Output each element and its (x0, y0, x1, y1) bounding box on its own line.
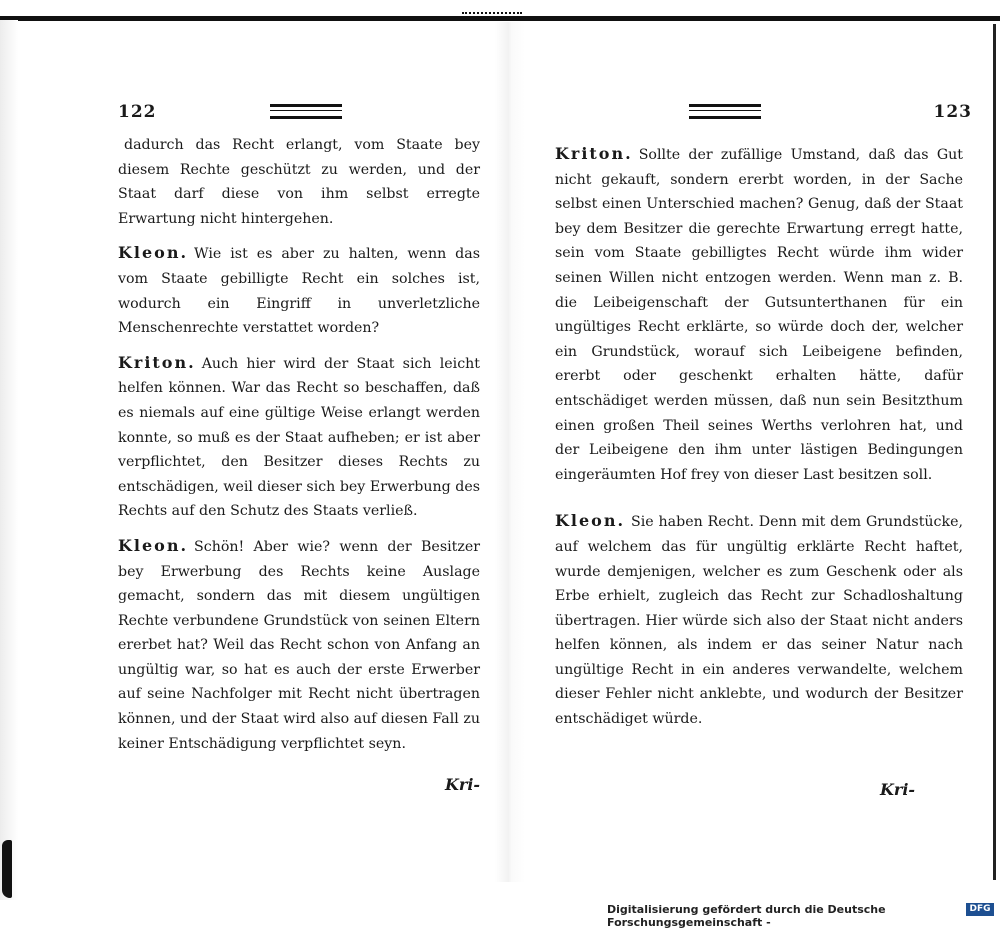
right-head-rule (689, 104, 761, 119)
right-page-number: 123 (933, 102, 972, 122)
paragraph-text: dadurch das Recht erlangt, vom Staate bey diesem Rechte geschützt zu werden, und der Staat darf diese von ihm selbst erregte Erwartung nicht hintergehen. (118, 137, 480, 227)
paragraph-text: Wie ist es aber zu halten, wenn das vom Staate gebilligte Recht ein solches ist, wodurch ein Eingriff in unverletzliche Menschenrechte verstattet worden? (118, 246, 480, 337)
left-paragraph-2 (118, 241, 480, 340)
right-catchword: Kri- (880, 780, 916, 799)
speaker-label: Kleon. (118, 535, 189, 555)
paragraph-text: Sollte der zufällige Umstand, daß das Gut nicht gekauft, sondern ererbt worden, in der Sache selbst einen Unterschied machen? Genug, daß der Staat bey dem Besitzer die gerechte Erwartung erregt hatte, sein vom Staate gebilligtes Recht würde ihm wider seinen Willen nicht entzogen werden. Wenn man z. B. die Leibeigenschaft der Gutsunterthanen für ein ungültiges Recht erklärte, so würde doch der, welcher ein Grundstück, worauf sich Leibeigene befinden, ererbt oder geschenkt erhalten hätte, dafür entschädiget werden müssen, daß nun sein Besitzthum einen großen Theil seines Werths verlohren hat, und der Leibeigene den ihm unter lästigen Bedingungen eingeräumten Hof frey von dieser Last besitzen soll. (555, 147, 963, 483)
right-paragraph-1 (555, 142, 963, 487)
paragraph-text: Schön! Aber wie? wenn der Besitzer bey Erwerbung des Rechts keine Auslage gemacht, sondern das mit diesem ungültigen Rechte verbundene Grundstück von seinen Eltern ererbet hat? Weil das Recht schon von Anfang an ungültig war, so hat es auch der erste Erwerber auf seine Nachfolger mit Recht nicht übertragen können, und der Staat wird also auf diesen Fall zu keiner Entschädigung verpflichtet seyn. (118, 538, 480, 752)
left-catchword: Kri- (445, 775, 481, 794)
left-paragraph-4 (118, 534, 480, 756)
speaker-label: Kriton. (555, 144, 633, 163)
right-paragraph-2 (555, 509, 963, 731)
left-text-block (118, 132, 480, 756)
left-page-number: 122 (118, 102, 157, 122)
left-page (0, 0, 505, 900)
footer-credit: Digitalisierung gefördert durch die Deutsche Forschungsgemeinschaft - (607, 903, 886, 929)
scan-right-edge (993, 24, 996, 880)
left-paragraph-1 (118, 132, 480, 231)
left-paragraph-3 (118, 351, 480, 524)
left-page-edge (0, 20, 18, 900)
speaker-label: Kleon. (118, 243, 189, 263)
left-head-rule (270, 104, 342, 119)
dfg-logo: DFG (966, 903, 994, 916)
scan-margin-mark (2, 840, 12, 898)
speaker-label: Kleon. (555, 511, 626, 531)
paragraph-text: Auch hier wird der Staat sich leicht helfen können. War das Recht so beschaffen, daß es niemals auf eine gültige Weise erlangt werden konnte, so muß es der Staat aufheben; er ist aber verpflichtet, den Besitzer dieses Rechts zu entschädigen, weil dieser sich bey Erwerbung des Rechts auf den Schutz des Staats verließ. (118, 355, 481, 520)
speaker-label: Kriton. (118, 352, 196, 372)
right-page (505, 0, 1000, 900)
paragraph-text: Sie haben Recht. Denn mit dem Grundstücke, auf welchem das für ungültig erklärte Recht haftet, wurde demjenigen, welcher es zum Geschenk oder als Erbe erhielt, zugleich das Recht zur Schadloshaltung übertragen. Hier würde sich also der Staat nicht anders helfen können, als indem er das seiner Natur nach ungültige Recht in ein anderes verwandelte, welchem dieser Fehler nicht anklebte, und wodurch der Besitzer entschädiget würde. (555, 514, 963, 728)
right-text-block (555, 142, 963, 732)
